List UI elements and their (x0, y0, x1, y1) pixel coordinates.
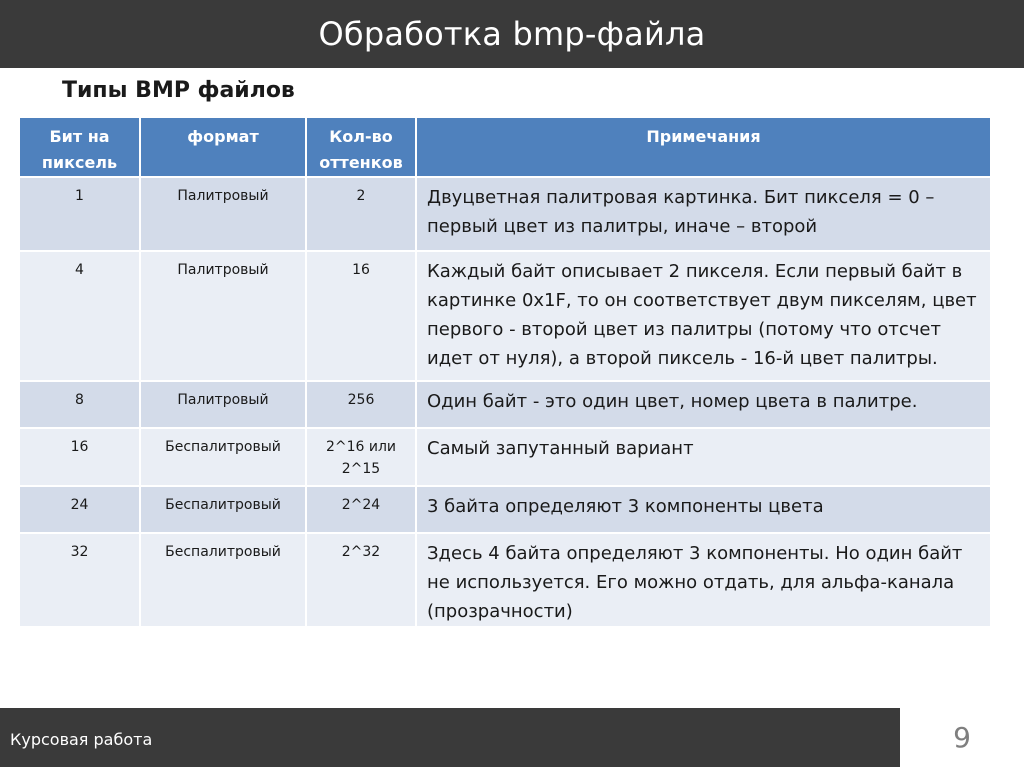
bmp-types-table (18, 116, 992, 628)
cell-format: Палитровый (140, 177, 306, 251)
cell-bits: 8 (19, 381, 140, 428)
cell-bits: 24 (19, 486, 140, 533)
table-header-row (19, 117, 991, 177)
table-row (19, 177, 991, 251)
cell-shades: 2 (306, 177, 416, 251)
column-header-notes: Примечания (416, 117, 991, 177)
cell-format: Беспалитровый (140, 428, 306, 486)
column-header-format: формат (140, 117, 306, 177)
cell-bits: 16 (19, 428, 140, 486)
cell-note: Каждый байт описывает 2 пикселя. Если первый байт в картинке 0x1F, то он соответствует двум пикселям, цвет первого - второй цвет из палитры (потому что отсчет идет от нуля), а второй пиксель - 16-й цвет палитры. (416, 251, 991, 381)
table-row (19, 381, 991, 428)
cell-shades: 2^16 или 2^15 (306, 428, 416, 486)
footer-text: Курсовая работа (10, 730, 153, 749)
section-subtitle: Типы BMP файлов (62, 78, 295, 103)
table-row (19, 533, 991, 627)
column-header-shades: Кол-во оттенков (306, 117, 416, 177)
table-row (19, 251, 991, 381)
cell-bits: 32 (19, 533, 140, 627)
page-number: 9 (953, 721, 971, 754)
table-row (19, 486, 991, 533)
slide-title: Обработка bmp-файла (318, 15, 706, 53)
cell-shades: 2^24 (306, 486, 416, 533)
cell-note: Здесь 4 байта определяют 3 компоненты. Но один байт не используется. Его можно отдать, для альфа-канала (прозрачности) (416, 533, 991, 627)
column-header-bits: Бит на пиксель (19, 117, 140, 177)
cell-shades: 2^32 (306, 533, 416, 627)
cell-note: Двуцветная палитровая картинка. Бит пикселя = 0 – первый цвет из палитры, иначе – второй (416, 177, 991, 251)
cell-format: Беспалитровый (140, 533, 306, 627)
cell-note: Самый запутанный вариант (416, 428, 991, 486)
slide-header (0, 0, 1024, 68)
cell-shades: 256 (306, 381, 416, 428)
cell-format: Палитровый (140, 251, 306, 381)
cell-bits: 1 (19, 177, 140, 251)
cell-note: Один байт - это один цвет, номер цвета в палитре. (416, 381, 991, 428)
cell-format: Беспалитровый (140, 486, 306, 533)
cell-note: 3 байта определяют 3 компоненты цвета (416, 486, 991, 533)
cell-format: Палитровый (140, 381, 306, 428)
cell-bits: 4 (19, 251, 140, 381)
cell-shades: 16 (306, 251, 416, 381)
table-row (19, 428, 991, 486)
